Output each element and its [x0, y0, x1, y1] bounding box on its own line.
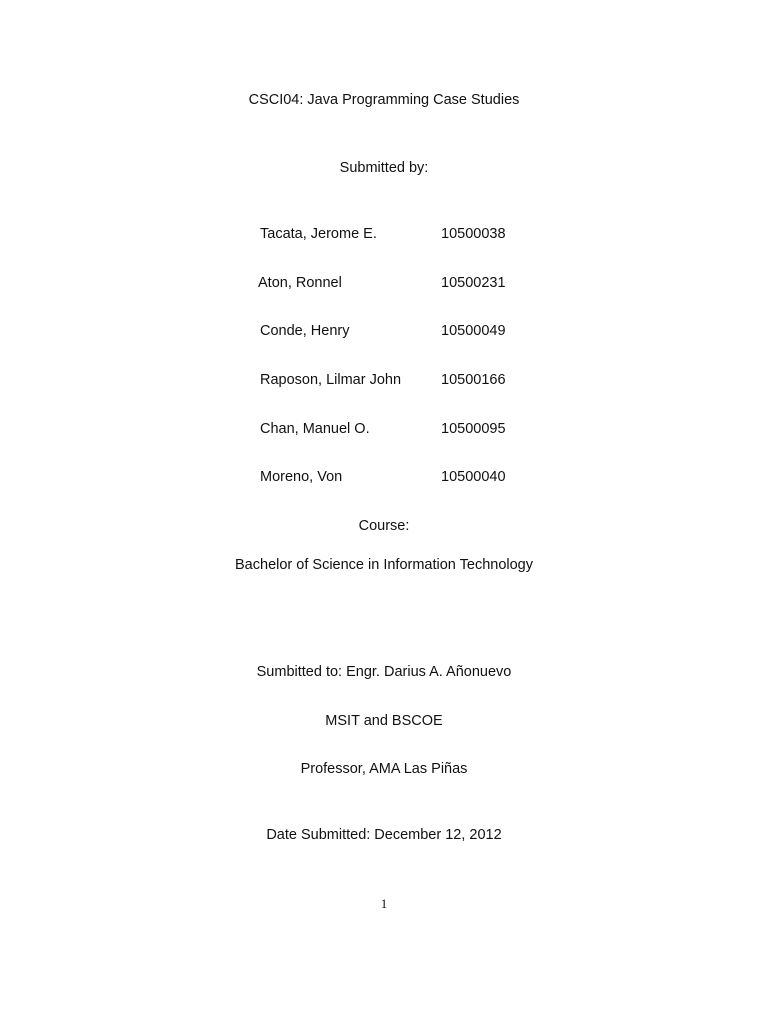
member-name: Moreno, Von	[260, 469, 343, 485]
member-name: Aton, Ronnel	[258, 275, 342, 291]
member-id: 10500049	[441, 323, 506, 339]
professor-degrees: MSIT and BSCOE	[325, 713, 443, 729]
page-number: 1	[380, 896, 388, 911]
member-id: 10500095	[441, 421, 506, 437]
course-name: Bachelor of Science in Information Technology	[235, 557, 533, 573]
member-id: 10500040	[441, 469, 506, 485]
member-name: Tacata, Jerome E.	[260, 226, 377, 242]
submitted-by-label: Submitted by:	[339, 160, 429, 176]
submitted-to: Sumbitted to: Engr. Darius A. Añonuevo	[256, 664, 512, 680]
date-submitted: Date Submitted: December 12, 2012	[266, 827, 502, 843]
member-name: Chan, Manuel O.	[260, 421, 370, 437]
member-id: 10500166	[441, 372, 506, 388]
member-id: 10500231	[441, 275, 506, 291]
member-name: Conde, Henry	[260, 323, 350, 339]
document-title: CSCI04: Java Programming Case Studies	[248, 92, 520, 108]
professor-position: Professor, AMA Las Piñas	[300, 761, 468, 777]
course-label: Course:	[358, 518, 410, 534]
member-id: 10500038	[441, 226, 506, 242]
member-name: Raposon, Lilmar John	[260, 372, 402, 388]
